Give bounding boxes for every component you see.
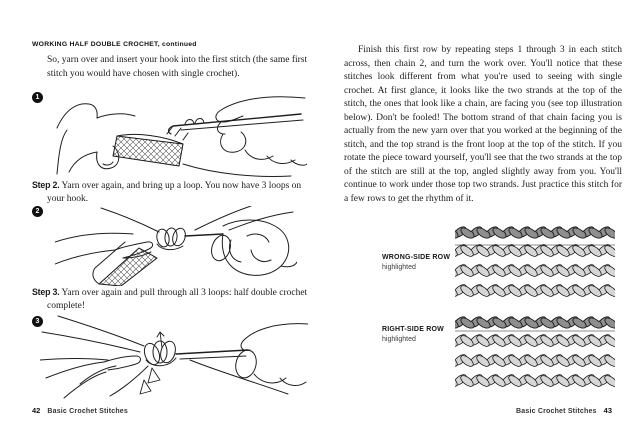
step-2-number-badge (32, 206, 43, 217)
step-3-body: Yarn over again and pull through all 3 loops: half double crochet complete! (47, 288, 308, 311)
left-footer (32, 406, 128, 415)
figure-2-label-block (382, 325, 452, 345)
right-footer-title: Basic Crochet Stitches (516, 408, 597, 415)
right-page-number: 43 (603, 406, 612, 415)
step-2-label: Step 2. (32, 180, 60, 190)
step-2-body: Yarn over again, and bring up a loop. You now have 3 loops on your hook. (47, 181, 302, 204)
figure-1-label-block (382, 253, 452, 273)
step-2-text (32, 179, 317, 206)
running-header-suffix: continued (159, 41, 197, 48)
intro-paragraph: So, yarn over and insert your hook into the first stitch (the same first stitch you would have chosen with single crochet). (47, 55, 308, 79)
running-header-title: WORKING HALF DOUBLE CROCHET, (32, 41, 160, 48)
figure-1-swatch-wrong-side (455, 220, 615, 304)
step-1-number-badge (32, 92, 43, 103)
figure-1-label: WRONG-SIDE ROW (382, 254, 451, 261)
running-header (32, 41, 197, 48)
step-3-text (32, 286, 317, 313)
step-1-number: 1 (35, 94, 40, 101)
figure-2-swatch-right-side (455, 310, 615, 388)
step-3-number: 3 (35, 318, 40, 325)
right-footer (516, 406, 612, 415)
left-page-number: 42 (32, 406, 41, 415)
figure-2-label: RIGHT-SIDE ROW (382, 326, 444, 333)
right-page (320, 0, 640, 448)
step-2-illustration (55, 206, 297, 286)
step-3-illustration (40, 314, 308, 400)
left-footer-title: Basic Crochet Stitches (47, 408, 128, 415)
step-1-illustration (55, 94, 307, 178)
step-2-number: 2 (35, 208, 40, 215)
figure-2-sublabel: highlighted (382, 336, 416, 343)
step-3-label: Step 3. (32, 287, 60, 297)
main-paragraph: Finish this first row by repeating steps 1 through 3 in each stitch across, then chain 2, and turn the work over. You'll notice that these stitches look different from what you're used to seeing with single crochet. At first glance, it looks like the two strands at the top of the stitch, the ones that look like a chain, are facing you (see top illustration below). Don't be fooled! The bottom strand of that chain facing you is actually from the new yarn over that you worked at the beginning of the stitch, and the top strand is the front loop at the top of the stitch. If you rotate the piece toward yourself, you'll see that the two strands at the top of the stitch are still at the top, angled slightly away from you. You'll continue to work under those top two strands. Just practice this stitch for a few rows to get the rhythm of it. (344, 45, 622, 204)
figure-1-sublabel: highlighted (382, 264, 416, 271)
